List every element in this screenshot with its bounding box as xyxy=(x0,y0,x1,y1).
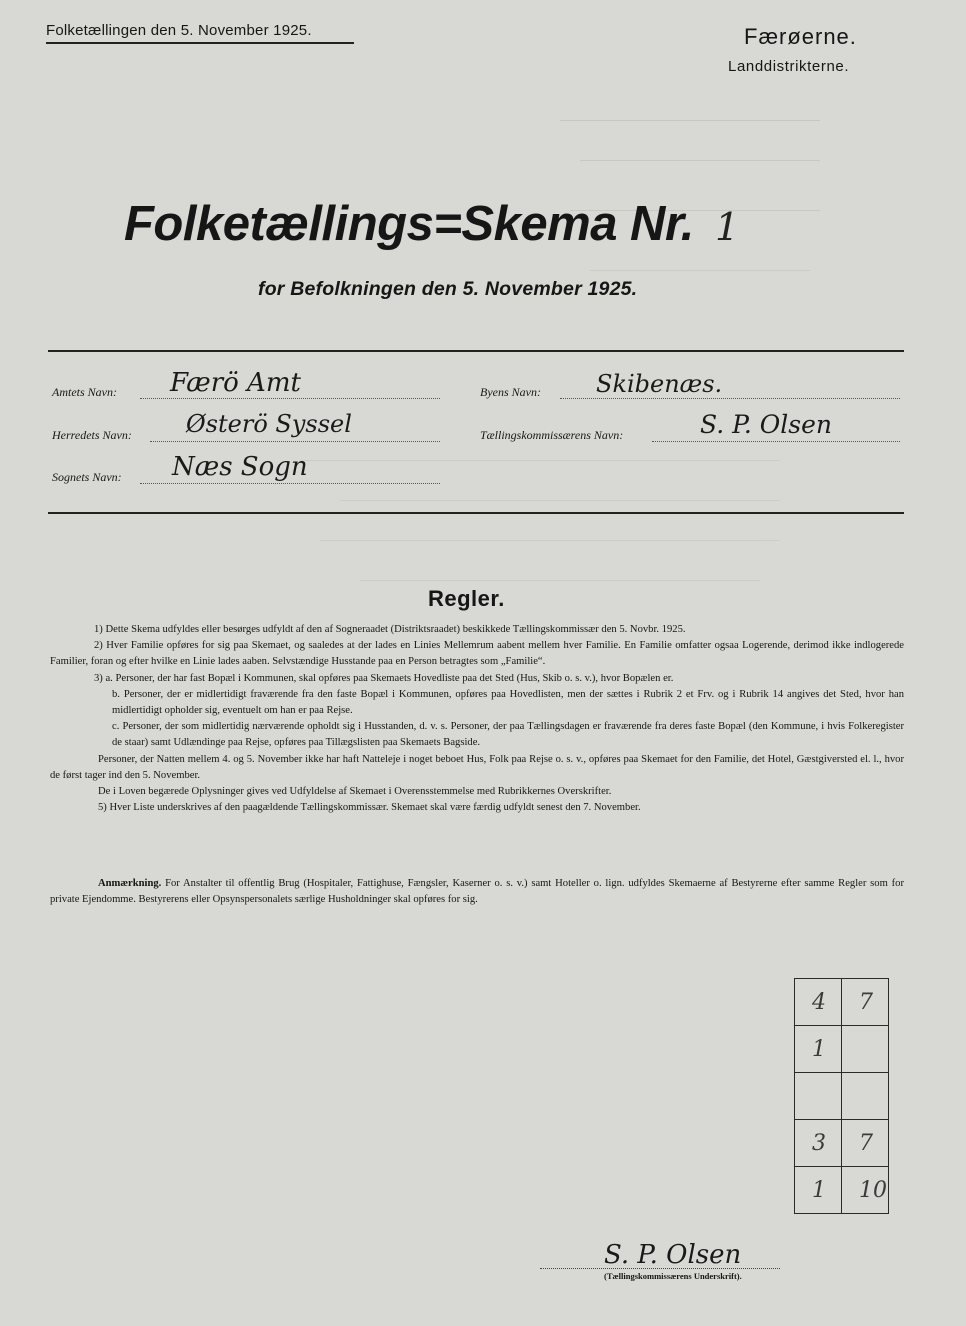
note-text: For Anstalter til offentlig Brug (Hospitaler, Fattighuse, Fængsler, Kaserner o. s. v.) samt Hoteller o. lign. udfyldes Skemaerne af Bestyrerne efter samme Regler som for private Ejendomme. Bestyrerens eller Opsynspersonalets særlige Husholdninger skal opføres for sig. xyxy=(50,878,904,906)
note-block xyxy=(50,876,904,908)
sogn-line xyxy=(140,483,440,484)
header-underline xyxy=(46,42,354,44)
form-title-text: Folketællings=Skema Nr. xyxy=(124,197,694,251)
byens-label: Byens Navn: xyxy=(480,385,541,399)
tally-value: 3 xyxy=(812,1131,826,1156)
byens-line xyxy=(560,398,900,399)
rules-heading: Regler. xyxy=(428,586,505,611)
census-date-header: Folketællingen den 5. November 1925. xyxy=(46,22,312,39)
amt-line xyxy=(140,398,440,399)
region-label: Færøerne. xyxy=(744,24,857,49)
tally-cell xyxy=(794,1072,842,1120)
amt-value: Færö Amt xyxy=(170,368,301,398)
rule-4: De i Loven begærede Oplysninger gives ved Udfyldelse af Skemaet i Overensstemmelse med Rubrikkernes Overskrifter. xyxy=(98,786,612,798)
tally-value: 1 xyxy=(812,1037,826,1062)
rule-3a: 3) a. Personer, der har fast Bopæl i Kommunen, skal opføres paa Skemaets Hovedliste paa det Sted (Hus, Skib o. s. v.), hvor Bopælen er. xyxy=(94,672,674,684)
kommissaer-value: S. P. Olsen xyxy=(700,410,832,439)
form-subtitle: for Befolkningen den 5. November 1925. xyxy=(258,278,638,300)
tally-value: 7 xyxy=(859,990,873,1015)
rule-3b: b. Personer, der er midlertidigt fraværende fra den faste Bopæl i Kommunen, opføres paa Hovedlisten, men der sættes i Rubrik 2 et Frv. og i Rubrik 14 angives det Sted, hvor han midlertidigt opholder sig, eventuelt om han er paa Rejse. xyxy=(112,688,904,717)
signature-line xyxy=(540,1268,780,1269)
note-label: Anmærkning. xyxy=(98,878,162,889)
bottom-rule xyxy=(48,512,904,514)
sogn-value: Næs Sogn xyxy=(172,452,308,482)
rule-3d: Personer, der Natten mellem 4. og 5. November ikke har haft Natteleje i noget beboet Hus, Folk paa Rejse o. s. v., opføres paa Skemaet for den Familie, det Hotel, Gæstgiversted el. l., hvor de først tager ind den 5. November. xyxy=(50,753,904,781)
amt-label: Amtets Navn: xyxy=(52,385,117,399)
rules-body xyxy=(50,622,904,816)
top-rule xyxy=(48,350,904,352)
reverse-show-through-2 xyxy=(300,440,820,610)
district-label: Landdistrikterne. xyxy=(728,58,850,75)
form-number: 1 xyxy=(715,205,739,249)
herred-label: Herredets Navn: xyxy=(52,428,132,442)
tally-value: 4 xyxy=(812,990,826,1015)
signature-caption: (Tællingskommissærens Underskrift). xyxy=(604,1271,742,1281)
byens-value: Skibenæs. xyxy=(596,370,723,398)
form-title xyxy=(124,196,739,252)
rule-3c: c. Personer, der som midlertidig nærværende opholdt sig i Husstanden, d. v. s. Personer, der paa Tællingsdagen er fraværende fra deres faste Bopæl (den Kommune, i hvis Folkeregister de staar) samt Udlændinge paa Rejse, opføres paa Tillægslisten paa Skemaets Bagside. xyxy=(112,721,904,749)
rule-1: 1) Dette Skema udfyldes eller besørges udfyldt af den af Sogneraadet (Distriktsraadet) beskikkede Tællingskommissær den 5. Novbr. 1925. xyxy=(94,624,686,635)
herred-value: Østerö Syssel xyxy=(186,410,352,438)
tally-cell xyxy=(841,1025,889,1073)
tally-value: 1 xyxy=(812,1178,826,1203)
kommissaer-label: Tællingskommissærens Navn: xyxy=(480,428,624,442)
note-paragraph xyxy=(50,876,904,908)
tally-value: 7 xyxy=(859,1131,873,1156)
rule-5: 5) Hver Liste underskrives af den paagældende Tællingskommissær. Skemaet skal være færdig udfyldt senest den 7. November. xyxy=(98,802,641,814)
herred-line xyxy=(150,441,440,442)
sogn-label: Sognets Navn: xyxy=(52,470,122,484)
tally-value: 10 xyxy=(859,1178,887,1203)
tally-cell xyxy=(841,1072,889,1120)
kommissaer-line xyxy=(652,441,900,442)
signature-name: S. P. Olsen xyxy=(604,1240,742,1270)
rule-2: 2) Hver Familie opføres for sig paa Skemaet, og saaledes at der lades en Linies Mellemrum aabent mellem hver Familie. En Familie omfatter ogsaa Logerende, derimod ikke indlogerede Familier, foran og efter hvilke en Linie lades aaben. Selvstændige Husstande paa en Person betragtes som „Familie“. xyxy=(50,640,904,668)
